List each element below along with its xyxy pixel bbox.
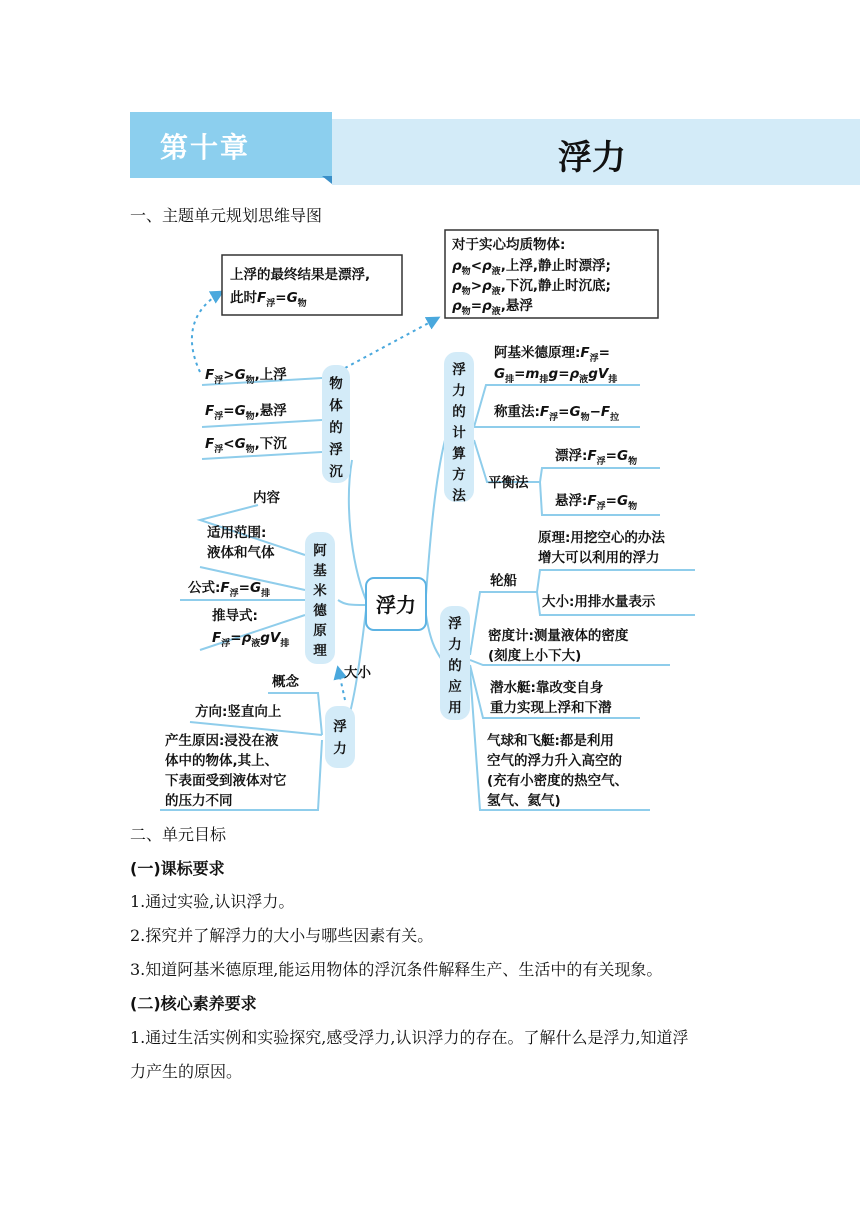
svg-text:ρ物>ρ液,下沉,静止时沉底;: $\rho_物>\rho_液$,下沉,静止时沉底;: [452, 278, 611, 297]
svg-text:空气的浮力升入高空的: 空气的浮力升入高空的: [487, 753, 622, 769]
branch-apps: [426, 615, 442, 660]
svg-text:用: 用: [448, 700, 462, 716]
svg-text:公式:F浮=G排: 公式$:F_浮=G_排$: [188, 580, 271, 599]
svg-text:力: 力: [452, 383, 466, 399]
branch-calc: [426, 440, 445, 595]
core-req-1-line2: 力产生的原因。: [130, 1062, 243, 1081]
svg-text:平衡法: 平衡法: [488, 475, 529, 491]
svg-text:算: 算: [452, 446, 466, 462]
svg-text:大小: 大小: [344, 665, 371, 681]
svg-text:原: 原: [313, 623, 327, 639]
svg-text:G排=m排g=ρ液gV排: $G_排=m_排g=\rho_液gV_排$: [494, 366, 618, 385]
svg-text:物: 物: [329, 376, 343, 392]
svg-text:沉: 沉: [329, 464, 343, 480]
svg-text:的: 的: [329, 420, 343, 436]
chapter-title: 浮力: [558, 138, 626, 178]
svg-text:气球和飞艇:都是利用: 气球和飞艇:都是利用: [487, 733, 614, 749]
svg-text:氢气、氦气): 氢气、氦气): [487, 793, 561, 809]
svg-text:F浮>G物,上浮: $F_浮>G_物$,上浮: [205, 367, 287, 386]
svg-text:阿: 阿: [313, 543, 327, 559]
svg-text:浮: 浮: [452, 362, 466, 378]
svg-text:上浮的最终结果是漂浮,: 上浮的最终结果是漂浮,: [230, 267, 371, 283]
svg-text:对于实心均质物体:: 对于实心均质物体:: [452, 237, 566, 253]
svg-text:计: 计: [452, 425, 466, 441]
svg-text:适用范围:: 适用范围:: [207, 525, 267, 541]
core-req-1-line1: 1.通过生活实例和实验探究,感受浮力,认识浮力的存在。了解什么是浮力,知道浮: [130, 1028, 689, 1047]
svg-text:此时F浮=G物: 此时$F_浮=G_物$: [230, 290, 307, 309]
svg-text:称重法:F浮=G物−F拉: 称重法$:F_浮=G_物-F_拉$: [494, 404, 620, 423]
branch-sinkfloat: [349, 460, 366, 600]
svg-text:推导式:: 推导式:: [212, 608, 258, 624]
svg-text:浮: 浮: [329, 442, 343, 458]
svg-text:浮: 浮: [448, 616, 462, 632]
svg-text:(充有小密度的热空气、: (充有小密度的热空气、: [487, 773, 629, 789]
box-float-result: [222, 255, 402, 315]
svg-text:方向:竖直向上: 方向:竖直向上: [195, 704, 282, 720]
svg-text:液体和气体: 液体和气体: [207, 545, 275, 561]
svg-text:F浮=G物,悬浮: $F_浮=G_物$,悬浮: [205, 403, 287, 422]
svg-text:德: 德: [313, 603, 327, 619]
svg-text:产生原因:浸没在液: 产生原因:浸没在液: [165, 733, 279, 749]
requirement-3: 3.知道阿基米德原理,能运用物体的浮沉条件解释生产、生活中的有关现象。: [130, 960, 663, 979]
svg-text:概念: 概念: [272, 674, 299, 690]
svg-text:大小:用排水量表示: 大小:用排水量表示: [542, 594, 656, 610]
section-heading-mindmap: 一、主题单元规划思维导图: [130, 206, 323, 225]
arrow-to-solid-box: [345, 318, 438, 368]
svg-text:体中的物体,其上、: 体中的物体,其上、: [165, 753, 279, 769]
chapter-number: 第十章: [160, 131, 251, 164]
svg-text:浮力: 浮力: [376, 593, 416, 617]
svg-text:原理:用挖空心的办法: 原理:用挖空心的办法: [538, 530, 665, 546]
svg-text:F浮<G物,下沉: $F_浮<G_物$,下沉: [205, 436, 287, 455]
svg-text:应: 应: [448, 679, 462, 695]
svg-text:阿基米德原理:F浮=: 阿基米德原理$:F_浮=$: [494, 345, 610, 364]
section-heading-objectives: 二、单元目标: [130, 825, 227, 844]
svg-text:方: 方: [452, 467, 466, 483]
svg-text:轮船: 轮船: [490, 573, 517, 589]
svg-text:F浮=ρ液gV排: $F_浮=\rho_液gV_排$: [212, 630, 290, 649]
svg-text:漂浮:F浮=G物: 漂浮$:F_浮=G_物$: [555, 448, 638, 467]
svg-text:法: 法: [452, 488, 466, 504]
svg-text:体: 体: [329, 398, 343, 414]
svg-text:浮: 浮: [333, 719, 347, 735]
svg-text:基: 基: [313, 563, 327, 579]
svg-text:密度计:测量液体的密度: 密度计:测量液体的密度: [488, 628, 629, 644]
arrow-to-float-box: [192, 292, 222, 372]
svg-text:潜水艇:靠改变自身: 潜水艇:靠改变自身: [490, 680, 604, 696]
svg-text:的: 的: [452, 404, 466, 420]
requirement-1: 1.通过实验,认识浮力。: [130, 892, 295, 911]
svg-text:的压力不同: 的压力不同: [165, 793, 233, 809]
svg-text:ρ物<ρ液,上浮,静止时漂浮;: $\rho_物<\rho_液$,上浮,静止时漂浮;: [452, 258, 611, 277]
svg-text:理: 理: [313, 643, 327, 659]
svg-text:(刻度上小下大): (刻度上小下大): [488, 648, 582, 664]
node-buoyancy: [325, 706, 355, 768]
svg-text:米: 米: [313, 583, 327, 599]
svg-text:ρ物=ρ液,悬浮: $\rho_物=\rho_液$,悬浮: [452, 298, 533, 317]
branch-archimedes: [338, 600, 366, 605]
svg-text:力: 力: [333, 741, 347, 757]
svg-text:重力实现上浮和下潜: 重力实现上浮和下潜: [490, 700, 612, 716]
subheading-core-literacy: (二)核心素养要求: [130, 994, 257, 1013]
svg-text:下表面受到液体对它: 下表面受到液体对它: [165, 773, 287, 789]
svg-text:力: 力: [448, 637, 462, 653]
svg-text:增大可以利用的浮力: 增大可以利用的浮力: [538, 550, 660, 566]
svg-text:内容: 内容: [253, 490, 280, 506]
requirement-2: 2.探究并了解浮力的大小与哪些因素有关。: [130, 926, 434, 945]
svg-text:的: 的: [448, 658, 462, 674]
svg-text:悬浮:F浮=G物: 悬浮$:F_浮=G_物$: [555, 493, 638, 512]
subheading-curriculum: (一)课标要求: [130, 859, 225, 878]
